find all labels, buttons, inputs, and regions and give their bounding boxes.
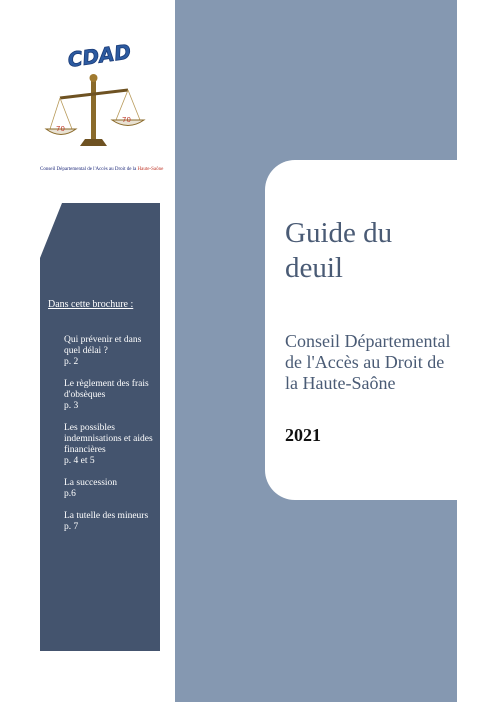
list-item <box>64 335 156 368</box>
logo-caption <box>40 167 170 173</box>
logo-caption-main: Conseil Départemental de l'Accès au Droit de la <box>40 167 137 172</box>
item-page: p.6 <box>64 489 76 499</box>
list-item <box>64 511 156 533</box>
item-title: La succession <box>64 478 118 488</box>
brochure-contents-panel <box>40 203 160 651</box>
item-page: p. 2 <box>64 357 79 367</box>
logo-acronym: CDAD <box>66 39 133 72</box>
publication-year: 2021 <box>285 425 321 445</box>
contents-heading: Dans cette brochure : <box>48 299 134 310</box>
item-title: La tutelle des mineurs <box>64 511 149 521</box>
organization-name: Conseil Départemental de l'Accès au Droit de la Haute-Saône <box>285 331 451 393</box>
title-card <box>265 160 457 500</box>
scales-of-justice-icon <box>40 34 150 154</box>
cdad-logo <box>40 34 150 154</box>
list-item <box>64 379 156 412</box>
guide-title: Guide du deuil <box>285 217 393 284</box>
item-title: Les possibles indemnisations et aides financières <box>64 423 153 455</box>
list-item <box>64 478 156 500</box>
right-pan-label: 70 <box>122 116 131 124</box>
item-page: p. 7 <box>64 522 79 532</box>
item-title: Le règlement des frais d'obsèques <box>64 379 149 400</box>
logo-caption-accent: Haute-Saône <box>137 167 164 172</box>
left-pan-label: 70 <box>56 125 65 133</box>
list-item <box>64 423 156 467</box>
item-page: p. 3 <box>64 401 79 411</box>
item-page: p. 4 et 5 <box>64 456 95 466</box>
item-title: Qui prévenir et dans quel délai ? <box>64 335 142 356</box>
contents-list <box>64 335 156 544</box>
